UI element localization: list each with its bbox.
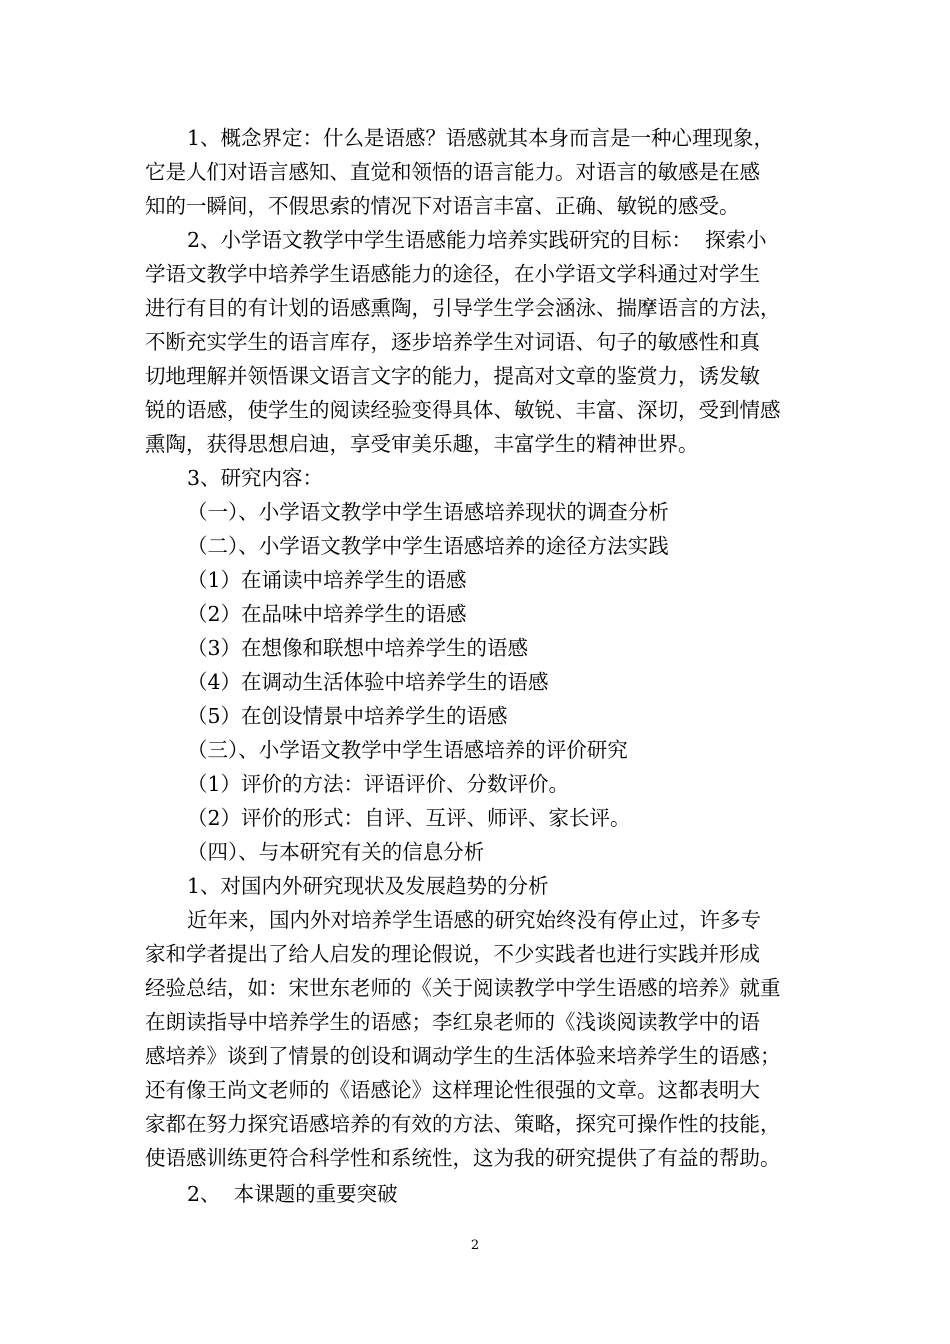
text-line: 经验总结，如：宋世东老师的《关于阅读教学中学生语感的培养》就重	[145, 976, 781, 1000]
page-number: 2	[470, 1238, 480, 1253]
text-line: 它是人们对语言感知、直觉和领悟的语言能力。对语言的敏感是在感	[145, 160, 760, 184]
text-line: 切地理解并领悟课文语言文字的能力，提高对文章的鉴赏力，诱发敏	[145, 364, 760, 388]
text-line: 知的一瞬间，不假思索的情况下对语言丰富、正确、敏锐的感受。	[145, 194, 740, 218]
list-item: （1）在诵读中培养学生的语感	[187, 568, 467, 592]
text-line: 使语感训练更符合科学性和系统性，这为我的研究提供了有益的帮助。	[145, 1146, 781, 1170]
list-item: （2）评价的形式：自评、互评、师评、家长评。	[187, 806, 631, 830]
text-line: 进行有目的有计划的语感熏陶，引导学生学会涵泳、揣摩语言的方法，	[145, 296, 781, 320]
subsection-heading: （四）、与本研究有关的信息分析	[187, 840, 485, 864]
text-line: 近年来，国内外对培养学生语感的研究始终没有停止过，许多专	[187, 908, 761, 932]
subsection-heading: （一）、小学语文教学中学生语感培养现状的调查分析	[187, 500, 669, 524]
text-line: 1、概念界定：什么是语感？语感就其本身而言是一种心理现象，	[187, 126, 775, 150]
text-line: 感培养》谈到了情景的创设和调动学生的生活体验来培养学生的语感；	[145, 1044, 781, 1068]
subsection-heading: （二）、小学语文教学中学生语感培养的途径方法实践	[187, 534, 669, 558]
list-item: （3）在想像和联想中培养学生的语感	[187, 636, 529, 660]
list-item: （2）在品味中培养学生的语感	[187, 602, 467, 626]
text-line: 熏陶，获得思想启迪，享受审美乐趣，丰富学生的精神世界。	[145, 432, 699, 456]
list-item: （1）评价的方法：评语评价、分数评价。	[187, 772, 570, 796]
section-heading: 1、对国内外研究现状及发展趋势的分析	[187, 874, 549, 898]
text-line: 家和学者提出了给人启发的理论假说，不少实践者也进行实践并形成	[145, 942, 760, 966]
text-line: 在朗读指导中培养学生的语感；李红泉老师的《浅谈阅读教学中的语	[145, 1010, 760, 1034]
text-line: 2、小学语文教学中学生语感能力培养实践研究的目标： 探索小	[187, 228, 767, 252]
section-heading: 3、研究内容：	[187, 466, 324, 490]
text-line: 不断充实学生的语言库存，逐步培养学生对词语、句子的敏感性和真	[145, 330, 760, 354]
subsection-heading: （三）、小学语文教学中学生语感培养的评价研究	[187, 738, 628, 762]
text-line: 学语文教学中培养学生语感能力的途径，在小学语文学科通过对学生	[145, 262, 760, 286]
list-item: （4）在调动生活体验中培养学生的语感	[187, 670, 549, 694]
list-item: （5）在创设情景中培养学生的语感	[187, 704, 508, 728]
section-heading: 2、 本课题的重要突破	[187, 1182, 398, 1206]
text-line: 还有像王尚文老师的《语感论》这样理论性很强的文章。这都表明大	[145, 1078, 760, 1102]
text-line: 锐的语感，使学生的阅读经验变得具体、敏锐、丰富、深切，受到情感	[145, 398, 781, 422]
text-line: 家都在努力探究语感培养的有效的方法、策略，探究可操作性的技能，	[145, 1112, 781, 1136]
